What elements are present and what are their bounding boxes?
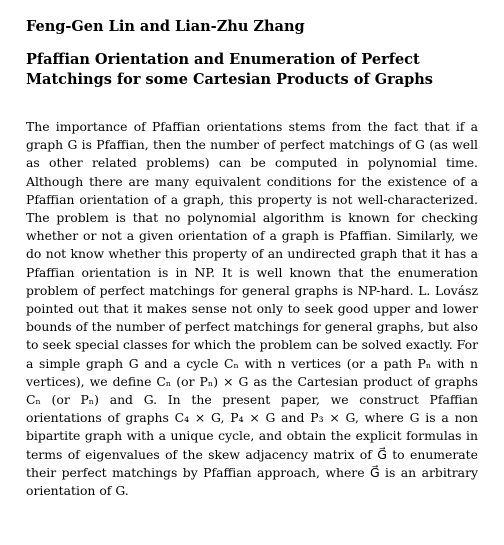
paper-authors: Feng-Gen Lin and Lian-Zhu Zhang: [26, 18, 305, 35]
paper-abstract: The importance of Pfaffian orientations stems from the fact that if a graph G is Pfaffian, then the number of perfect matchings of G (as well as other related problems) can be computed in polynomial time. Although there are many equivalent conditions for the existence of a Pfaffian orientation of a graph, this property is not well-characterized. The problem is that no polynomial algorithm is known for checking whether or not a given orientation of a graph is Pfaffian. Similarly, we do not know whether this property of an undirected graph that it has a Pfaffian orientation is in NP. It is well known that the enumeration problem of perfect matchings for general graphs is NP-hard. L. Lovász pointed out that it makes sense not only to seek good upper and lower bounds of the number of perfect matchings for general graphs, but also to seek special classes for which the problem can be solved exactly. For a simple graph G and a cycle Cₙ with n vertices (or a path Pₙ with n vertices), we define Cₙ (or Pₙ) × G as the Cartesian product of graphs Cₙ (or Pₙ) and G. In the present paper, we construct Pfaffian orientations of graphs C₄ × G, P₄ × G and P₃ × G, where G is a non bipartite graph with a unique cycle, and obtain the explicit formulas in terms of eigenvalues of the skew adjacency matrix of G⃗ to enumerate their perfect matchings by Pfaffian approach, where G⃗ is an arbitrary orientation of G.: [26, 119, 478, 499]
paper-title: Pfaffian Orientation and Enumeration of Perfect Matchings for some Cartesian Products of Graphs: [26, 51, 433, 88]
